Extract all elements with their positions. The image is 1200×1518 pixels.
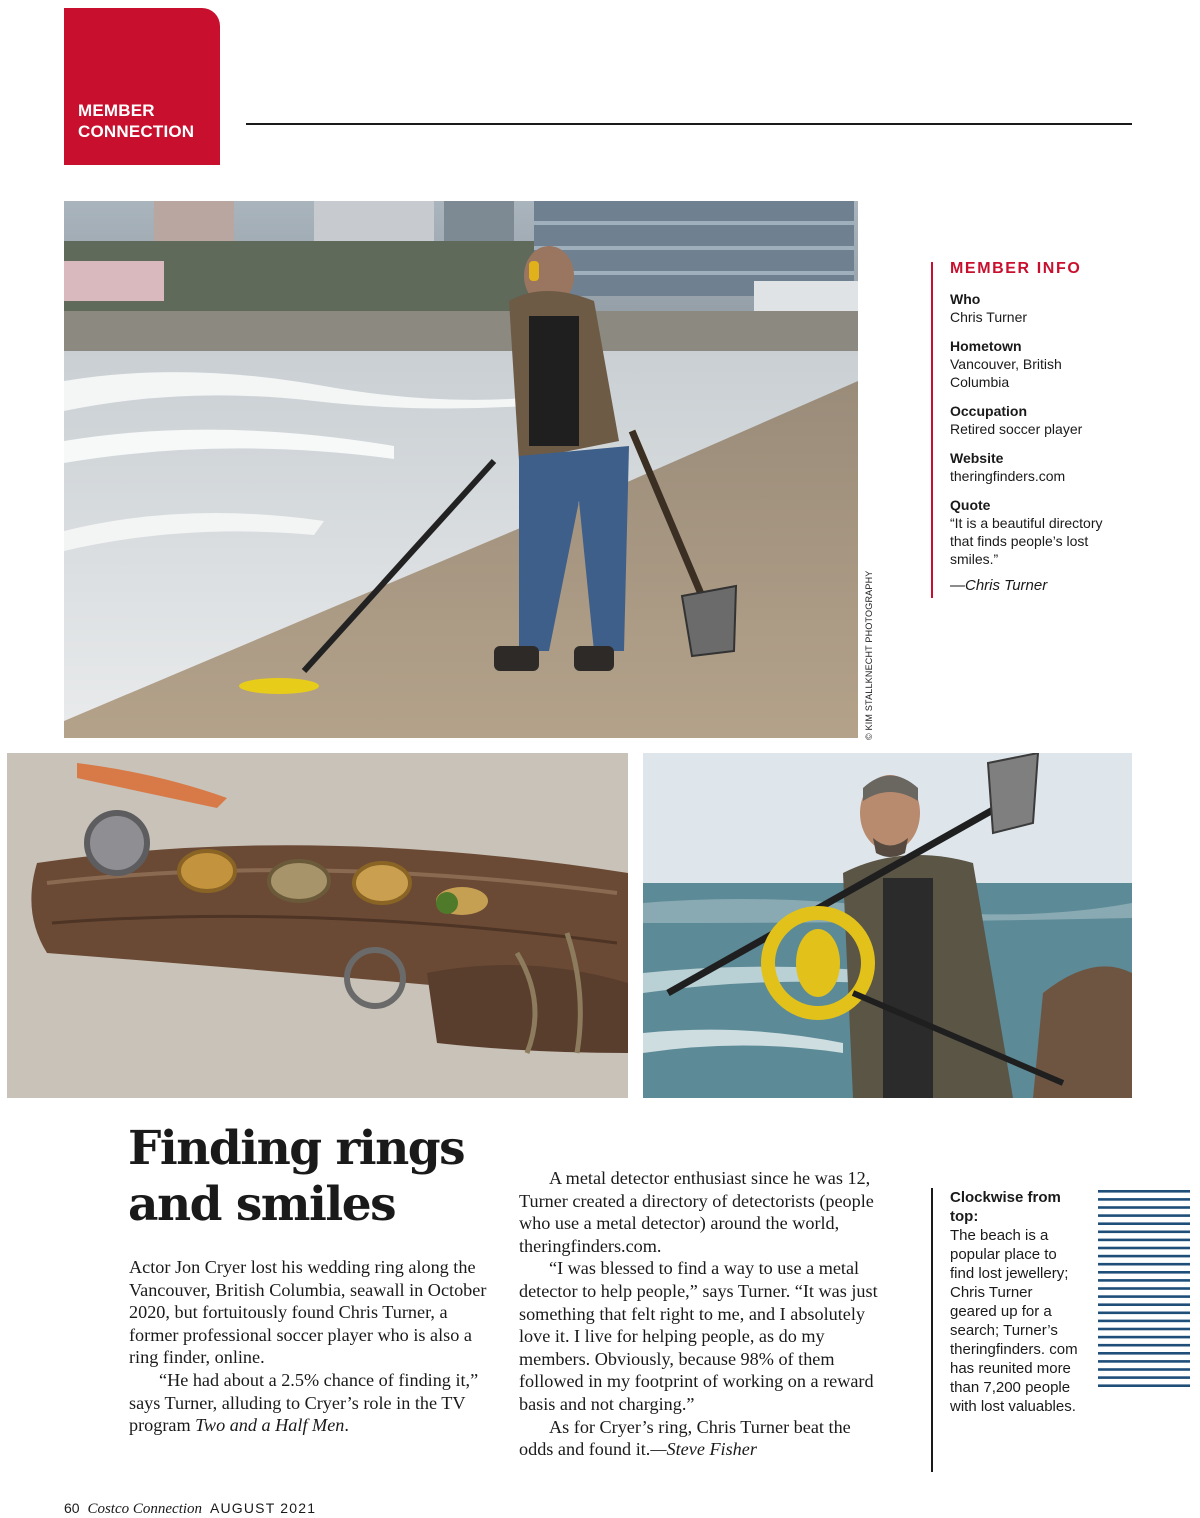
stripe-line: [1098, 1263, 1190, 1266]
article-headline: [128, 1121, 498, 1233]
info-value: theringfinders.com: [950, 468, 1066, 484]
info-label: Occupation: [950, 403, 1028, 419]
stripe-line: [1098, 1328, 1190, 1331]
quote-signature: —Chris Turner: [950, 577, 1048, 594]
stripe-line: [1098, 1279, 1190, 1282]
stripe-line: [1098, 1239, 1190, 1242]
headline-line-2: and smiles: [128, 1177, 396, 1232]
magazine-name: Costco Connection: [87, 1501, 203, 1517]
page-number: 60: [64, 1500, 80, 1516]
byline: —Steve Fisher: [650, 1439, 757, 1460]
section-tab-line2: CONNECTION: [78, 122, 195, 141]
stripe-line: [1098, 1303, 1190, 1306]
member-info-hometown: [950, 337, 1120, 391]
photo-credit: © KIM STALLKNECHT PHOTOGRAPHY: [864, 570, 874, 740]
stripe-line: [1098, 1190, 1190, 1193]
paragraph-end: .: [344, 1415, 349, 1436]
paragraph-text: As for Cryer’s ring, Chris Turner beat the odds and found it.: [519, 1416, 851, 1460]
caption-body: The beach is a popular place to find lost jewellery; Chris Turner geared up for a search; Turner’s theringfinders. com has reunited more than 7,200 people with lost valuables.: [950, 1227, 1078, 1415]
stripe-line: [1098, 1198, 1190, 1201]
article-paragraph: “I was blessed to find a way to use a metal detector to help people,” says Turner. “It was just something that felt right to me, and I absolutely love it. I live for helping people, as do my members. Obviously, because 98% of them followed in my footprint of working on a reward basis and not charging.”: [519, 1258, 878, 1414]
member-info-occupation: [950, 402, 1120, 438]
info-value: Chris Turner: [950, 309, 1028, 325]
member-info-who: [950, 290, 1120, 326]
stripe-line: [1098, 1255, 1190, 1258]
stripe-line: [1098, 1336, 1190, 1339]
info-label: Hometown: [950, 338, 1022, 354]
article-paragraph: Actor Jon Cryer lost his wedding ring along the Vancouver, British Columbia, seawall in October 2020, but fortuitously found Chris Turner, a former professional soccer player who is also a ring finder, online.: [129, 1257, 487, 1368]
section-tab-label: [78, 100, 194, 142]
stripe-line: [1098, 1344, 1190, 1347]
section-tab-line1: MEMBER: [78, 101, 155, 120]
stripe-line: [1098, 1287, 1190, 1290]
portrait-photo: [643, 753, 1132, 1098]
headline-line-1: Finding rings: [128, 1121, 465, 1176]
stripe-line: [1098, 1295, 1190, 1298]
show-title: Two and a Half Men: [195, 1415, 345, 1436]
issue-date: AUGUST 2021: [209, 1500, 317, 1516]
beach-photo: [64, 201, 858, 738]
info-value: Retired soccer player: [950, 421, 1083, 437]
paragraph-text: “He had about a 2.5% chance of finding it,” says Turner, alluding to Cryer’s role in the TV program: [129, 1369, 479, 1436]
article-paragraph: [519, 1416, 887, 1461]
member-info-website: [950, 449, 1120, 485]
info-label: Website: [950, 450, 1004, 466]
caption-title: Clockwise from top:: [950, 1189, 1061, 1225]
member-info-list: [950, 290, 1120, 606]
stripe-line: [1098, 1222, 1190, 1225]
info-value: “It is a beautiful directory that finds people’s lost smiles.”: [950, 515, 1103, 567]
stripe-line: [1098, 1247, 1190, 1250]
info-value: Vancouver, British Columbia: [950, 356, 1062, 390]
member-info-rule: [931, 262, 933, 598]
stripe-line: [1098, 1360, 1190, 1363]
member-info-heading: MEMBER INFO: [950, 260, 1082, 277]
stripe-line: [1098, 1271, 1190, 1274]
header-rule: [246, 123, 1132, 125]
stripe-line: [1098, 1320, 1190, 1323]
stripe-line: [1098, 1206, 1190, 1209]
rings-photo: [7, 753, 628, 1098]
info-label: Who: [950, 291, 981, 307]
article-column-1: [129, 1256, 497, 1437]
info-label: Quote: [950, 497, 991, 513]
stripe-line: [1098, 1384, 1190, 1387]
decorative-stripes: [1098, 1190, 1190, 1392]
stripe-line: [1098, 1312, 1190, 1315]
stripe-line: [1098, 1368, 1190, 1371]
stripe-line: [1098, 1376, 1190, 1379]
article-paragraph: A metal detector enthusiast since he was 12, Turner created a directory of detectorists (people who use a metal detector) around the world, theringfinders.com.: [519, 1168, 874, 1256]
photo-caption: [931, 1188, 1081, 1416]
stripe-line: [1098, 1231, 1190, 1234]
stripe-line: [1098, 1352, 1190, 1355]
folio: [64, 1500, 316, 1518]
member-info-quote: [950, 496, 1120, 595]
stripe-line: [1098, 1214, 1190, 1217]
article-column-2: [519, 1167, 887, 1461]
section-tab: [64, 8, 220, 165]
article-paragraph: [129, 1369, 497, 1437]
